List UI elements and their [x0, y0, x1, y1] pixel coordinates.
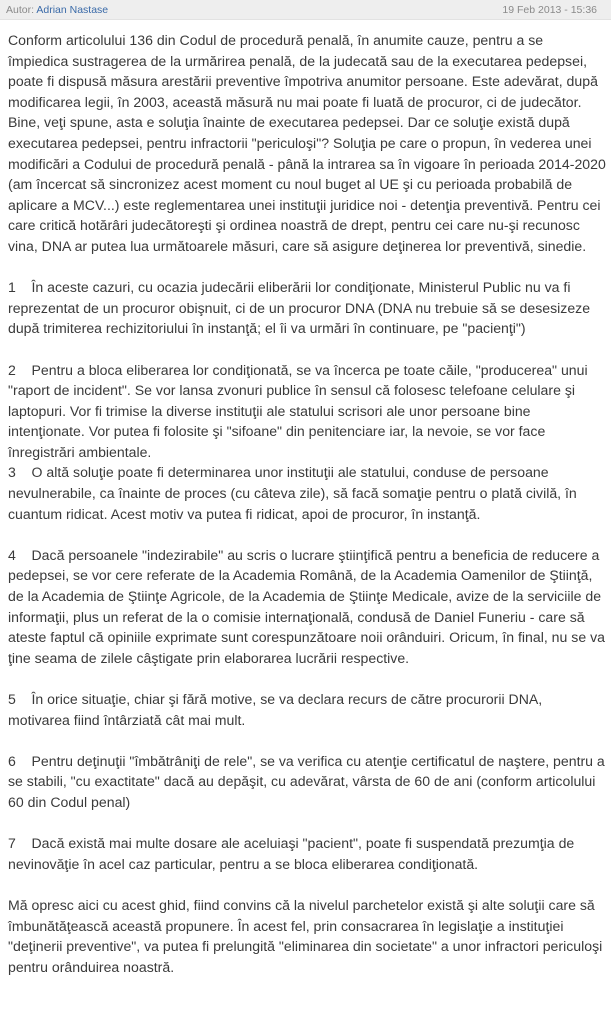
post-meta-bar — [0, 0, 611, 20]
post-date: 19 Feb 2013 - 15:36 — [502, 4, 597, 16]
author-label: Autor: — [6, 4, 35, 16]
point-7-paragraph: 7 Dacă există mai multe dosare ale aceluiaşi "pacient", poate fi suspendată prezumţia de nevinovăţie în acel caz particular, pentru a se bloca eliberarea condiţionată. — [8, 835, 579, 872]
point-2-paragraph: 2 Pentru a bloca eliberarea lor condiţionată, se va încerca pe toate căile, "producerea" unui "raport de incident". Se vor lansa zvonuri publice în sensul că folosesc telefoane celulare şi laptopuri. Vor fi trimise la diverse instituţii ale statului scrisori ale unor persoane bine intenţionate. Vor putea fi folosite şi "sifoane" din penitenciare iar, la nevoie, se vor face înregistrări ambientale. — [8, 361, 592, 460]
point-5-paragraph: 5 În orice situaţie, chiar şi fără motive, se va declara recurs de către procurorii DNA, motivarea fiind întârziată cât mai mult. — [8, 691, 547, 728]
article-body — [8, 30, 610, 977]
author-name-link[interactable]: Adrian Nastase — [36, 4, 109, 16]
point-6-paragraph: 6 Pentru deţinuţii "îmbătrâniţi de rele", se va verifica cu atenţie certificatul de naştere, pentru a se stabili, "cu exactitate" dacă au depăşit, cu adevărat, vârsta de 60 de ani (conform articolului 60 din Codul penal) — [8, 752, 609, 810]
point-3-paragraph: 3 O altă soluţie poate fi determinarea unor instituţii ale statului, conduse de persoane nevulnerabile, ca înainte de proces (cu câteva zile), să facă somaţie pentru o plată civilă, în cuantum ridicat. Acest motiv va putea fi ridicat, apoi de procuror, în instanţă. — [8, 464, 581, 522]
point-4-paragraph: 4 Dacă persoanele "indezirabile" au scris o lucrare ştiinţifică pentru a beneficia de reducere a pedepsei, se vor cere referate de la Academia Română, de la Academia Oamenilor de Ştiinţă, de la Academia de Ştiinţe Agricole, de la Academia de Ştiinţe Medicale, avize de la serviciile de informaţii, plus un referat de la o comisie internaţională, condusă de Daniel Funeriu - care să ateste faptul că opiniile exprimate sunt corespunzătoare noii orânduiri. Oricum, în final, nu se va ţine seama de zilele câştigate prin elaborarea lucrării respective. — [8, 546, 609, 666]
point-1-paragraph: 1 În aceste cazuri, cu ocazia judecării eliberării lor condiţionate, Ministerul Public nu va fi reprezentat de un procuror obişnuit, ci de un procuror DNA (DNA nu trebuie să se desesizeze după trimiterea rechizitoriului în instanţă; el îi va urmări în continuare, pe "pacienţi") — [8, 279, 594, 337]
author-info — [6, 0, 108, 20]
conclusion-paragraph: Mă opresc aici cu acest ghid, fiind convins că la nivelul parchetelor există şi alte soluţii care să îmbunătăţească această propunere. În acest fel, prin consacrarea în legislaţie a instituţiei "deţinerii preventive", va putea fi prelungită "eliminarea din societate" a unor infractori periculoşi pentru orânduirea noastră. — [8, 896, 607, 975]
intro-paragraph: Conform articolului 136 din Codul de procedură penală, în anumite cauze, pentru a se împiedica sustragerea de la urmărirea penală, de la judecată sau de la executarea pedepsei, poate fi dispusă măsura arestării preventive împotriva anumitor persoane. Este adevărat, după modificarea legii, în 2003, această măsură nu mai poate fi luată de procuror, ci de judecător. Bine, veţi spune, asta e soluţia înainte de executarea pedepsei. Dar ce soluţie există după executarea pedepsei, pentru infractorii "periculoşi"? Soluţia pe care o propun, în vederea unei modificări a Codului de procedură penală - până la intrarea sa în vigoare în perioada 2014-2020 (am încercat să sincronizez acest moment cu noul buget al UE şi cu perioada probabilă de aplicare a MCV...) este reglementarea unei instituţii juridice noi - detenţia preventivă. Pentru cei care critică hotărâri judecătoreşti şi ordinea noastră de drept, pentru cei care nu-şi recunosc vina, DNA ar putea lua următoarele măsuri, care să asigure deţinerea lor preventivă, sinedie. — [8, 32, 610, 254]
